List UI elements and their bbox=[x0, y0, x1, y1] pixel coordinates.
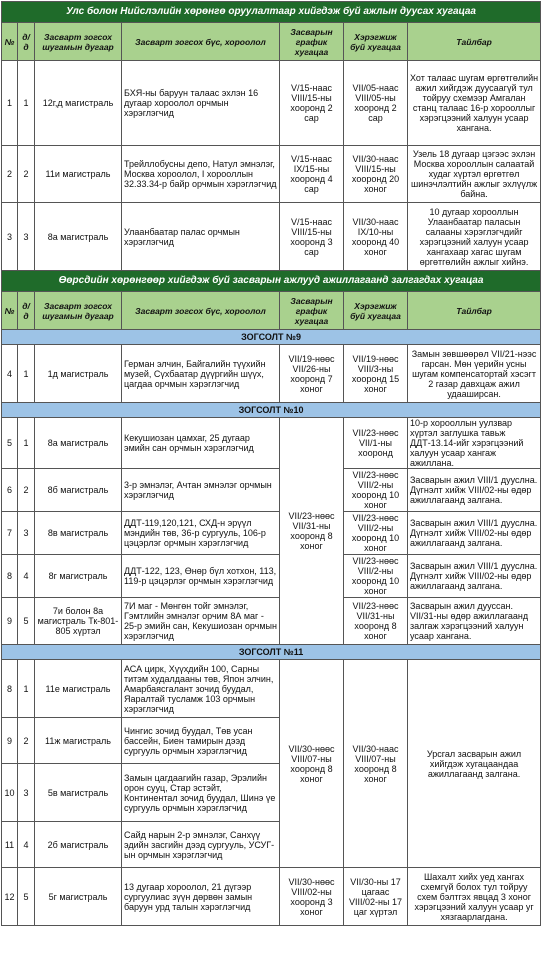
line-name: 8в магистраль bbox=[35, 512, 122, 555]
note-cell: Шахалт хийх уед хангах схемгүй болох тул тойруу схем бэлтгэх явцад 3 хоног хэрэгцээний халуун усаар уг хязгаарлагдана. bbox=[408, 868, 541, 926]
row-number: 2 bbox=[2, 146, 18, 203]
row-number: 1 bbox=[2, 61, 18, 146]
col-header-line: Засварт зогсох шугамын дугаар bbox=[35, 23, 122, 61]
plan-cell: V/15-наас VIII/15-ны хооронд 3 сар bbox=[280, 203, 344, 271]
row-index: 2 bbox=[18, 146, 35, 203]
section1-title: Улс болон Нийслэлийн хөрөнгө оруулалтаар хийгдэж буй ажлын дуусах хугацаа bbox=[2, 2, 541, 23]
row-index: 5 bbox=[18, 598, 35, 645]
col-header-plan: Засварын график хугацаа bbox=[280, 23, 344, 61]
table-row bbox=[2, 598, 541, 645]
area-cell: Трейллобусны депо, Натул эмнэлэг, Москва хороолол, I хорооллын 32.33.34-р байр орчмын хэрэглэгчид bbox=[122, 146, 280, 203]
col-header-index: д/д bbox=[18, 23, 35, 61]
section2-title: Өөрсдийн хөрөнгөөр хийгдэж буй засварын ажлууд ажиллагаанд залгагдах хугацаа bbox=[2, 271, 541, 292]
row-index: 5 bbox=[18, 868, 35, 926]
actual-cell: VII/23-нөөс VIII/2-ны хооронд 10 хоног bbox=[344, 555, 408, 598]
line-name: 8г магистраль bbox=[35, 555, 122, 598]
table-row bbox=[2, 660, 541, 718]
col-header-index: д/д bbox=[18, 292, 35, 330]
table-row bbox=[2, 345, 541, 403]
repair-schedule-table bbox=[1, 1, 541, 926]
col-header-note: Тайлбар bbox=[408, 23, 541, 61]
area-cell: Замын цагдаагийн газар, Эрэлийн орон сууц, Стар эстэйт, Континентал зочид буудал, Шинэ үе сургууль орчмын хэрэглэгчид bbox=[122, 764, 280, 822]
row-number: 8 bbox=[2, 660, 18, 718]
area-cell: 13 дугаар хороолол, 21 дүгээр сургуулиас зүүн дөрвөн замын баруун урд талын хэрэглэгчид bbox=[122, 868, 280, 926]
note-cell: Засварын ажил VIII/1 дууслна. Дүгнэлт хийж VIII/02-ны өдөр ажиллагаанд залгана. bbox=[408, 512, 541, 555]
row-index: 3 bbox=[18, 764, 35, 822]
line-name: 11ж магистраль bbox=[35, 718, 122, 764]
area-cell: ДДТ-119,120,121, СХД-н эрүүл мэндийн төв, 36-р сургууль, 106-р цэцэрлэг орчмын хэрэглэгчид bbox=[122, 512, 280, 555]
row-number: 9 bbox=[2, 718, 18, 764]
row-number: 10 bbox=[2, 764, 18, 822]
note-cell: Засварын ажил VIII/1 дууслна. Дүгнэлт хийж VIII/02-ны өдөр ажиллагаанд залгана. bbox=[408, 469, 541, 512]
note-cell: 10-р хорооллын уулзвар хүртэл заглушка тавьж ДДТ-13.14-ийг хэрэгцээний халуун усаар хангаж ажиллана. bbox=[408, 418, 541, 469]
note-cell: Засварын ажил VIII/1 дууслна. Дүгнэлт хийж VIII/02-ны өдөр ажиллагаанд залгана. bbox=[408, 555, 541, 598]
line-name: 5в магистраль bbox=[35, 764, 122, 822]
note-cell: Замын зөвшөөрөл VII/21-нээс гарсан. Мөн үерийн усны шугам компенсатортай хэсэгт 2 газар давхцаж ажил удааширсан. bbox=[408, 345, 541, 403]
row-index: 3 bbox=[18, 203, 35, 271]
col-header-number: № bbox=[2, 292, 18, 330]
area-cell: Чингис зочид буудал, Төв усан бассейн, Биен тамирын дээд сургууль орчмын хэрэглэгчид bbox=[122, 718, 280, 764]
row-number: 7 bbox=[2, 512, 18, 555]
line-name: 1д магистраль bbox=[35, 345, 122, 403]
area-cell: 7И маг - Мөнгөн тойг эмнэлэг, Гэмтлийн эмнэлэг орчим 8А маг - 25-р эмийн сан, Кекушиозан орчмын хэрэглэгчид bbox=[122, 598, 280, 645]
area-cell: Герман элчин, Байгалийн түүхийн музей, Сүхбаатар дүүргийн шүүх, цагдаа орчмын хэрэглэгчид bbox=[122, 345, 280, 403]
row-number: 6 bbox=[2, 469, 18, 512]
col-header-line: Засварт зогсох шугамын дугаар bbox=[35, 292, 122, 330]
col-header-area: Засварт зогсох бүс, хороолол bbox=[122, 292, 280, 330]
table-row bbox=[2, 146, 541, 203]
line-name: 2б магистраль bbox=[35, 822, 122, 868]
area-cell: ДДТ-122, 123, Өнөр бүл хотхон, 113, 119-р цэцэрлэг орчмын хэрэглэгчид bbox=[122, 555, 280, 598]
row-number: 3 bbox=[2, 203, 18, 271]
actual-cell: VII/23-нөөс VIII/2-ны хооронд 10 хоног bbox=[344, 512, 408, 555]
row-number: 4 bbox=[2, 345, 18, 403]
col-header-note: Тайлбар bbox=[408, 292, 541, 330]
table-row bbox=[2, 61, 541, 146]
note-cell: Хот талаас шугам өргөтгөлийн ажил хийгдэж дуусаагүй тул тойруу схемээр Амгалан станц талаас 16-р хорооллыг хэрэгцээний халуун усаар хангана. bbox=[408, 61, 541, 146]
table-row bbox=[2, 203, 541, 271]
row-index: 3 bbox=[18, 512, 35, 555]
plan-cell: V/15-наас IX/15-ны хооронд 4 сар bbox=[280, 146, 344, 203]
line-name: 8а магистраль bbox=[35, 203, 122, 271]
area-cell: 3-р эмнэлэг, Ачтан эмнэлэг орчмын хэрэглэгчид bbox=[122, 469, 280, 512]
line-name: 8б магистраль bbox=[35, 469, 122, 512]
row-index: 2 bbox=[18, 469, 35, 512]
line-name: 7и болон 8а магистраль Тк-801-805 хүртэл bbox=[35, 598, 122, 645]
area-cell: БХЯ-ны баруун талаас эхлэн 16 дугаар хороолол орчмын хэрэглэгчид bbox=[122, 61, 280, 146]
row-index: 1 bbox=[18, 418, 35, 469]
row-number: 5 bbox=[2, 418, 18, 469]
actual-cell: VII/05-наас VIII/05-ны хооронд 2 сар bbox=[344, 61, 408, 146]
actual-cell: VII/23-нөөс VII/31-ны хооронд 8 хоног bbox=[344, 598, 408, 645]
plan-cell: VII/30-нөөс VIII/02-ны хооронд 3 хоног bbox=[280, 868, 344, 926]
actual-cell: VII/23-нөөс VII/1-ны хооронд bbox=[344, 418, 408, 469]
area-cell: Сайд нарын 2-р эмнэлэг, Санхүү эдийн засгийн дээд сургууль, УСУГ-ын орчмын хэрэглэгчид bbox=[122, 822, 280, 868]
table-row bbox=[2, 469, 541, 512]
line-name: 11е магистраль bbox=[35, 660, 122, 718]
line-name: 8а магистраль bbox=[35, 418, 122, 469]
zone-header-10: ЗОГСОЛТ №10 bbox=[2, 403, 541, 418]
zone-header-11: ЗОГСОЛТ №11 bbox=[2, 645, 541, 660]
col-header-plan: Засварын график хугацаа bbox=[280, 292, 344, 330]
table-row bbox=[2, 418, 541, 469]
row-index: 1 bbox=[18, 660, 35, 718]
area-cell: Кекушиозан цамхаг, 25 дугаар эмийн сан орчмын хэрэглэгчид bbox=[122, 418, 280, 469]
col-header-actual: Хэрэгжиж буй хугацаа bbox=[344, 292, 408, 330]
row-number: 8 bbox=[2, 555, 18, 598]
table-row bbox=[2, 555, 541, 598]
row-index: 4 bbox=[18, 555, 35, 598]
note-cell: Засварын ажил дууссан. VII/31-ны өдөр ажиллагаанд залгаж хэрэгцээний халуун усаар хангана. bbox=[408, 598, 541, 645]
row-index: 1 bbox=[18, 61, 35, 146]
plan-cell: V/15-наас VIII/15-ны хооронд 2 сар bbox=[280, 61, 344, 146]
row-index: 2 bbox=[18, 718, 35, 764]
row-number: 11 bbox=[2, 822, 18, 868]
row-index: 1 bbox=[18, 345, 35, 403]
col-header-area: Засварт зогсох бүс, хороолол bbox=[122, 23, 280, 61]
table-row bbox=[2, 868, 541, 926]
zone-header-9: ЗОГСОЛТ №9 bbox=[2, 330, 541, 345]
actual-cell: VII/30-ны 17 цагаас VIII/02-ны 17 цаг хүртэл bbox=[344, 868, 408, 926]
actual-cell: VII/19-нөөс VIII/3-ны хооронд 15 хоног bbox=[344, 345, 408, 403]
actual-cell: VII/30-наас IX/10-ны хооронд 40 хоног bbox=[344, 203, 408, 271]
plan-cell-shared: VII/30-нөөс VIII/07-ны хооронд 8 хоног bbox=[280, 660, 344, 868]
actual-cell-shared: VII/30-наас VIII/07-ны хооронд 8 хоног bbox=[344, 660, 408, 868]
note-cell: 10 дугаар хорооллын Улаанбаатар паласын салааны хэрэглэгчдийг хэрэгцээний халуун усаар хангахаар хагас шугам өргөтгөлийн ажлыг хийнэ. bbox=[408, 203, 541, 271]
col-header-actual: Хэрэгжиж буй хугацаа bbox=[344, 23, 408, 61]
actual-cell: VII/30-наас VIII/15-ны хооронд 20 хоног bbox=[344, 146, 408, 203]
line-name: 11и магистраль bbox=[35, 146, 122, 203]
plan-cell: VII/19-нөөс VII/26-ны хооронд 7 хоног bbox=[280, 345, 344, 403]
line-name: 5г магистраль bbox=[35, 868, 122, 926]
note-cell-shared: Урсгал засварын ажил хийгдэж хугацаандаа ажиллагаанд залгана. bbox=[408, 660, 541, 868]
table-row bbox=[2, 512, 541, 555]
plan-cell-shared: VII/23-нөөс VII/31-ны хооронд 8 хоног bbox=[280, 418, 344, 645]
area-cell: АСА цирк, Хүүхдийн 100, Сарны титэм худалдааны төв, Япон элчин, Амарбаясгалант зочид буудал, Яаралтай тусламж 103 орчмын хэрэглэгчид bbox=[122, 660, 280, 718]
row-index: 4 bbox=[18, 822, 35, 868]
area-cell: Улаанбаатар палас орчмын хэрэглэгчид bbox=[122, 203, 280, 271]
row-number: 12 bbox=[2, 868, 18, 926]
actual-cell: VII/23-нөөс VIII/2-ны хооронд 10 хоног bbox=[344, 469, 408, 512]
row-number: 9 bbox=[2, 598, 18, 645]
note-cell: Узель 18 дугаар цэгээс эхлэн Москва хорооллын салаатай худаг хүртэл өргөтгөл шинэчлэлтийн ажлыг эхлүүлж байна. bbox=[408, 146, 541, 203]
col-header-number: № bbox=[2, 23, 18, 61]
line-name: 12г,д магистраль bbox=[35, 61, 122, 146]
